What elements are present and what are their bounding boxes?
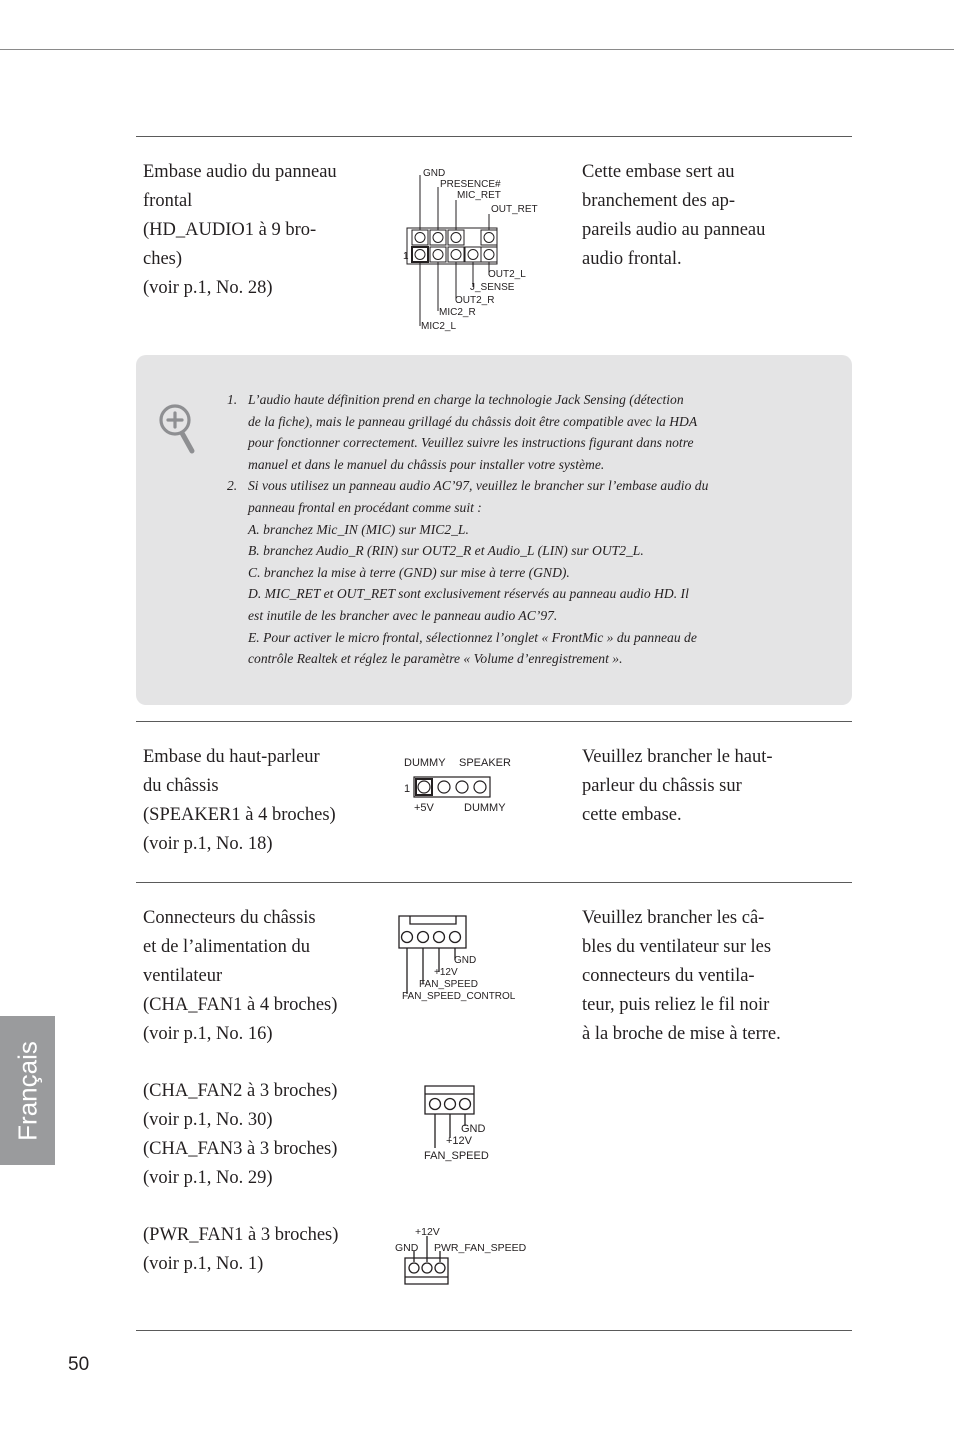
text-line: Veuillez brancher les câ- [582,908,765,928]
text-line: Embase audio du panneau [143,162,337,182]
speaker-description [143,743,336,859]
text-line: (CHA_FAN3 à 3 broches) [143,1139,338,1159]
pin-label: PWR_FAN_SPEED [434,1242,527,1254]
text-line: du châssis [143,776,219,796]
text-line: teur, puis reliez le fil noir [582,995,770,1015]
note-line: B. branchez Audio_R (RIN) sur OUT2_R et Audio_L (LIN) sur OUT2_L. [248,543,644,559]
note-item-2: 2. Si vous utilisez un panneau audio AC’97, veuillez le brancher sur l’embase audio du [227,478,709,494]
cha-fan2-3-pin-diagram [420,1084,520,1164]
pin-label: +12V [446,1135,472,1147]
text-line: (voir p.1, No. 28) [143,278,273,298]
text-line: (PWR_FAN1 à 3 broches) [143,1225,339,1245]
magnifier-plus-icon [158,403,198,455]
pin-label: GND [461,1123,486,1135]
cha-fan2-3-description [143,1077,337,1193]
text-line: audio frontal. [582,249,682,269]
text-line: Embase du haut-parleur [143,747,320,767]
section-rule [136,1330,852,1331]
pin-label: DUMMY [464,802,506,814]
cha-fan1-pin-diagram [396,914,526,1006]
pin-label: FAN_SPEED_CONTROL [402,991,516,1002]
pin-label: OUT2_L [488,269,526,280]
pin-label: OUT2_R [455,295,495,306]
text-line: ches) [143,249,183,269]
note-line: A. branchez Mic_IN (MIC) sur MIC2_L. [248,521,469,537]
text-line: (voir p.1, No. 1) [143,1254,264,1274]
note-line: panneau frontal en procédant comme suit : [248,499,482,515]
note-line: C. branchez la mise à terre (GND) sur mise à terre (GND). [248,564,570,580]
text-line: parleur du châssis sur [582,776,742,796]
pin-label: FAN_SPEED [419,979,478,990]
pin-label: MIC_RET [457,190,501,201]
note-line: contrôle Realtek et réglez le paramètre « Volume d’enregistrement ». [248,651,623,667]
pin-label: MIC2_R [439,307,476,318]
pin-label: +5V [414,802,434,814]
language-tab [0,1016,55,1165]
pin-label: OUT_RET [491,204,538,215]
speaker-pin-diagram [400,752,530,818]
pin-label: GND [423,168,446,179]
note-text [227,389,797,670]
text-line: bles du ventilateur sur les [582,937,772,957]
note-item-1: 1. L’audio haute définition prend en charge la technologie Jack Sensing (détection [227,392,684,407]
text-line: pareils audio au panneau [582,220,766,240]
pin1-marker: 1 [404,783,411,795]
note-line: D. MIC_RET et OUT_RET sont exclusivement réservés au panneau audio HD. Il [248,586,689,602]
text-line: (voir p.1, No. 30) [143,1110,273,1130]
pin-label: +12V [434,967,458,978]
note-line: est inutile de les brancher avec le panneau audio AC’97. [248,607,558,623]
pwr-fan1-pin-diagram [392,1222,532,1288]
text-line: branchement des ap- [582,191,736,211]
pin-label: FAN_SPEED [424,1150,489,1162]
hd-audio-description [143,158,337,303]
text-line: et de l’alimentation du [143,937,310,957]
note-line: pour fonctionner correctement. Veuillez suivre les instructions figurant dans notre [248,435,694,451]
hd-audio-instructions [582,158,765,274]
note-line: manuel et dans le manuel du châssis pour installer votre système. [248,456,605,472]
text-line: à la broche de mise à terre. [582,1024,781,1044]
text-line: (voir p.1, No. 29) [143,1168,273,1188]
section-rule [136,882,852,883]
pin1-marker: 1 [403,251,409,262]
fan-description [143,904,337,1049]
pin-label: MIC2_L [421,321,457,332]
text-line: (CHA_FAN2 à 3 broches) [143,1081,338,1101]
text-line: ventilateur [143,966,223,986]
note-line: E. Pour activer le micro frontal, sélectionnez l’onglet « FrontMic » du panneau de [248,629,697,645]
text-line: cette embase. [582,805,682,825]
text-line: (CHA_FAN1 à 4 broches) [143,995,338,1015]
section-rule [136,721,852,722]
page-number: 50 [68,1354,90,1375]
speaker-instructions [582,743,773,830]
note-line: de la fiche), mais le panneau grillagé du châssis doit être compatible avec la HDA [248,413,698,429]
pin-label: DUMMY [404,757,446,769]
pin-label: J_SENSE [470,282,515,293]
text-line: (voir p.1, No. 18) [143,834,273,854]
text-line: connecteurs du ventila- [582,966,755,986]
text-line: (HD_AUDIO1 à 9 bro- [143,220,317,240]
fan-instructions [582,904,781,1049]
pin-label: SPEAKER [459,757,511,769]
pin-label: +12V [415,1226,440,1238]
text-line: Veuillez brancher le haut- [582,747,773,767]
text-line: frontal [143,191,193,211]
pin-label: GND [395,1242,419,1254]
text-line: Cette embase sert au [582,162,735,182]
text-line: (voir p.1, No. 16) [143,1024,273,1044]
pwr-fan1-description [143,1221,338,1279]
language-tab-label: Français [12,1040,42,1141]
section-rule [136,136,852,137]
text-line: (SPEAKER1 à 4 broches) [143,805,336,825]
header-rule [0,49,954,50]
pin-label: PRESENCE# [440,179,501,190]
hd-audio-pin-diagram [398,160,548,340]
pin-label: GND [454,955,477,966]
text-line: Connecteurs du châssis [143,908,316,928]
